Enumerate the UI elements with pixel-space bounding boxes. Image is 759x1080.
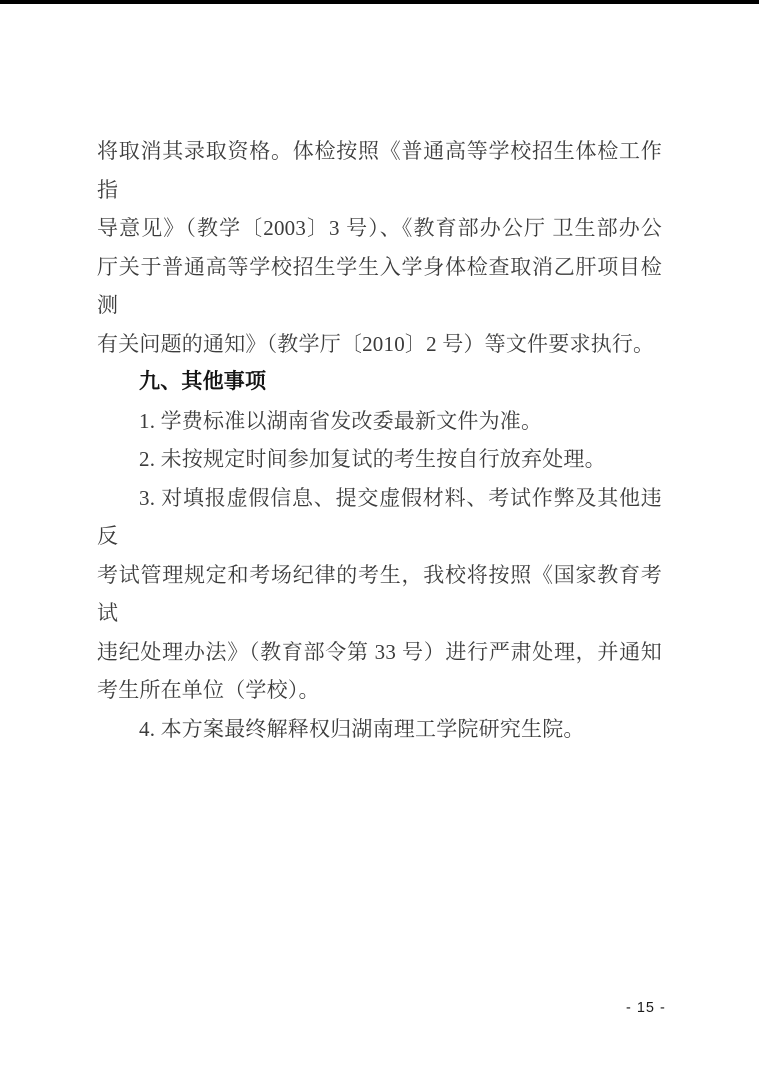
closing-paragraph-line-4: 有关问题的通知》（教学厅〔2010〕2 号）等文件要求执行。 <box>97 331 655 356</box>
other-matters-item-4: 4. 本方案最终解释权归湖南理工学院研究生院。 <box>139 716 585 741</box>
document-page <box>97 132 662 748</box>
other-matters-item-3-line-2: 考试管理规定和考场纪律的考生，我校将按照《国家教育考试 <box>97 562 662 625</box>
other-matters-item-2: 2. 未按规定时间参加复试的考生按自行放弃处理。 <box>139 447 606 471</box>
page-number: - 15 - <box>626 1000 666 1016</box>
closing-paragraph-line-1: 将取消其录取资格。体检按照《普通高等学校招生体检工作指 <box>97 139 662 202</box>
other-matters-item-3-line-4: 考生所在单位（学校）。 <box>97 678 320 702</box>
page-top-edge <box>0 0 759 4</box>
section-heading-other-matters: 九、其他事项 <box>139 370 267 393</box>
other-matters-item-1: 1. 学费标准以湖南省发改委最新文件为准。 <box>139 408 543 433</box>
closing-paragraph-line-2: 导意见》（教学〔2003〕3 号）、《教育部办公厅 卫生部办公 <box>97 216 662 240</box>
other-matters-item-3-line-1: 3. 对填报虚假信息、提交虚假材料、考试作弊及其他违反 <box>97 485 662 548</box>
closing-paragraph-line-3: 厅关于普通高等学校招生学生入学身体检查取消乙肝项目检测 <box>97 254 662 317</box>
other-matters-item-3-line-3: 违纪处理办法》（教育部令第 33 号）进行严肃处理，并通知 <box>97 639 662 664</box>
